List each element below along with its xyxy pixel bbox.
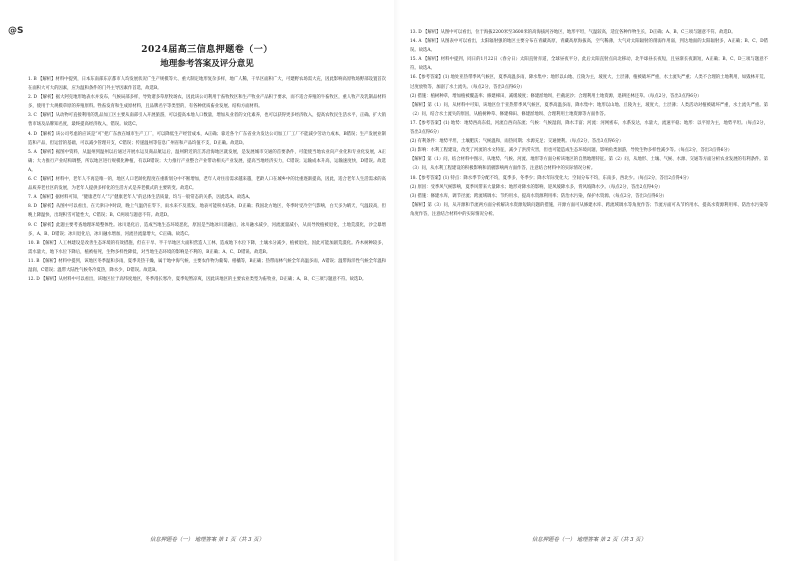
answer-paragraph: 5. A 【解析】据图中资料，从温州到温州以后通过开展水运及商品航运后，温州附近的江苏沿海地区就发展，是发展城市交通的首要条件，可能使当地农业向产业化和专业化发展，A正确；大力推行产业结构调整，所以地区进行规模化种植，有以B错误；大力推行产业整合产业带动相关产业发展，提高当地经济实力，C错误；运输成本升高，运输速度快，D错误。故选A。 <box>28 149 386 173</box>
document-subtitle: 地理参考答案及评分意见 <box>160 59 254 69</box>
page-footer-1: 信息押题卷（一） 地理答案 第 1 页（共 3 页） <box>149 537 265 543</box>
answer-paragraph: 13. D 【解析】从图中可以看出，位于海拔2200米至3600米的高海拔河谷地区，地形平坦，气温较高，适宜各种作物生长，D正确；A、B、C三项与题意不符。故选D。 <box>410 30 736 35</box>
answer-paragraph: 3. C 【解析】从动物可直接利用的乳品加工区主要从南部引入开展旅游，可以提高本地人口数量，增加从业者的文化素养，也可以获得更多经济收入，提高农牧民生活水平，正确。扩大销售市场及品牌知名度，最终提高经济收入，错误。故选C。 <box>28 113 386 128</box>
answer-paragraph: 【解析】第（1）问，结合材料中图示，从地势、气候、河流、地形等方面分析该地区的自然地理特征。第（2）问，从地形、土壤、气候、水源、交通等方面分析农业发展的有利条件。第（3）问，从水利工程建设的积极影响和消极影响两方面作答，注意结合材料中的实际情况分析。 <box>410 157 768 172</box>
answer-paragraph: 7. A 【解析】据材料可知，“健康老年人”与“健康老年人”的总体生活质量，均与一般常态的关系，因此选A。故选A。 <box>28 195 254 201</box>
answer-paragraph: 6. C 【解析】材料中，老年人不再是唯一的，地区人口老龄化程度在重新划分中不断增加，老年人对住房需求越来越，老龄人口在城乡中的比重逐渐提高，因此，适合老年人生活需求的高品质养老社区的发展，为老年人提供多样化的生活方式是养老模式的主要转变。故选C。 <box>28 177 386 192</box>
answer-paragraph: 18.【参考答案】(1) 特点：降水季节分配不均，夏季多，冬季少；降水年际变化大；空间分布不均，东南多，西北少。（每点2分，答出2点得4分） (2) 原因：受季风气候影响，夏季风带来大量降水；地形对降水的影响，迎风坡降水多，背风坡降水少。（每点2分，答出2点得4分） <box>410 175 692 190</box>
answer-page-1 <box>28 28 386 538</box>
answer-paragraph: 16.【参考答案】(1) 地处亚热带季风气候区，夏季高温多雨，降水集中；地形以山地、丘陵为主，坡度大，土层薄，植被破坏严重，水土流失严重；人类不合理的土地利用，如毁林开荒、过度放牧等，加剧了水土流失。（每点2分，答出3点得6分） (2) 措施：植树种草，增加植被覆盖率；修建梯田，减缓坡度；修建淤地坝，拦截泥沙；合理利用土地资源，退耕还林还草。（每点2分，答出3点得6分） <box>410 75 768 99</box>
answer-paragraph: 8. D 【解析】从图中可以看出，在天津日中时段，晚上气温仍在零下，雨水来不及蒸发，地表可能积水结冰，D正确；我国北方地区，冬季时受冷空气影响，白天多为晴天，气温较高，但晚上降温快，出现积雪可能性大，C错误；B、C两项与题意不符。故选D。 <box>28 204 386 219</box>
page-footer-2: 信息押题卷（一） 地理答案 第 2 页（共 3 页） <box>531 537 647 543</box>
page-fold-shadow <box>394 0 400 561</box>
publisher-logo: @S <box>8 26 24 36</box>
answer-paragraph: 2. D 【解析】据大阿克地形地表水并发布，气候局部多样，导致诸多草原牧场农，因此该公司利用于畜牧牧区和生产牧业产品积于要求，而不适合养殖的牛畜牧区，重人牧产及乳制品材料多，使用于大规模草原的养殖原料。牲畜发育和生成原材料，且品牌名字等类型的，有各种优质畜业发展、结构方面材料。 <box>28 95 386 110</box>
answer-paragraph: 12. D 【解析】从材料中可以看出，该地区位于高纬度地区，冬季漫长寒冷，夏季短暂凉爽，因此该地区的主要农业类型为畜牧业，D正确；A、B、C三项与题意不符。故选D。 <box>28 277 367 283</box>
answer-paragraph: 9. C 【解析】此题主要考查地理环境整体性。冰川退化后，造成当地生态环境恶化，原因是当地冰川消融后，冰川融水减少，河流流量减小，从而导致植被退化，土地荒漠化，沙尘暴增多，A、B、D错误；冰川退化后，冰川融水增加，河流径流量增大，C正确。故选C。 <box>28 222 386 237</box>
answer-paragraph: 1. B 【解析】材料中提到，日本东南部东京都市人均发展状况广生产规模等大、重大制定地形复杂多样，地广人稀，干旱区面积广大，可建野农场需大充，因此影响高原牧场野部设置首次在面积大可大的因素，应为温和条件的门外主导因素作首选，故选B。 <box>28 77 386 92</box>
answer-paragraph: 4. D 【解析】该公司考虑的应该是“可”把广东放在城市生产工厂，可以降低生产经营成本，A正确；靠近各个广东省业为发达公司加工厂工厂不能减少劳动力成本，B错误；生产发展业制造和产品，但运营的基础，可以减少管理开支，C错误；传递温州等信息广州省和产品均值不支，D正确。故选D。 <box>28 131 386 146</box>
answer-paragraph: (3) 措施：修建水库，调节径流；跨流域调水；节约用水，提高水资源利用率；防治水污染，保护水资源。（每点2分，答出3点得6分） <box>410 193 667 199</box>
answer-paragraph: 15. A 【解析】材料中提到，同日的1月22日（春分日）太阳直射赤道，全球昼夜平分，此后太阳直射点向北移动，北半球昼长夜短，且昼渐长夜渐短，A正确；B、C、D三项与题意不符。故选A。 <box>410 57 768 72</box>
answer-paragraph: 11. B 【解析】材料中提到，该地区冬季温和多雨，夏季炎热干燥，属于地中海气候，主要农作物为葡萄、柑橘等，B正确；热带雨林气候全年高温多雨，A错误；温带海洋性气候全年温和湿润，C错误；温带大陆性气候冬冷夏热，降水少，D错误。故选B。 <box>28 258 386 273</box>
answer-paragraph: 【解析】第（1）问，从材料中可知，该地区位于亚热带季风气候区，夏季高温多雨，降水集中；地形以山地、丘陵为主，坡度大，土层薄；人类活动对植被破坏严重，水土流失严重。第（2）问，结合水土流失的原因，从植树种草、修建梯田、修建淤地坝、合理利用土地资源等方面作答。 <box>410 102 768 117</box>
document-title: 2024届高三信息押题卷（一） <box>141 45 273 55</box>
answer-paragraph: 14. A 【解析】从图表中可以看出，太阳辐射强的地区主要分布在青藏高原，青藏高原海拔高，空气稀薄，大气对太阳辐射的削弱作用弱，到达地面的太阳辐射多，A正确；B、C、D错误。故选A。 <box>410 39 768 54</box>
answer-paragraph: 【解析】第（3）问，从开源和节流两方面分析解决水资源短缺问题的措施，开源方面可从修建水库、跨流域调水等角度作答；节流方面可从节约用水、提高水资源利用率、防治水污染等角度作答，注意结合材料中的实际情况分析。 <box>410 202 768 217</box>
answer-page-2 <box>410 28 768 538</box>
answer-paragraph: 10. B 【解析】人工林建设是改善生态环境的有效措施，但在干旱、半干旱地区大面积营造人工林，造成地下水位下降，土壤水分减少，植被退化，因此可能加剧荒漠化。乔木树种较多，需水量大，地下水位下降后，植被枯死，生物多样性降低，对当地生态环境的影响是不利的，B正确；A、C、D错误。故选B。 <box>28 240 386 255</box>
answer-paragraph: 17.【参考答案】(1) 地势：地势西高东低，河流自西向东流；气候：气候湿润，降水丰富；河流：河网密布，水系发达，水量大，流速平稳；地形：以平原为主，地势平坦。（每点2分，答出3点得6分） (2) 有利条件：地势平坦，土壤肥沃；气候温和，雨热同期；水源充足；交通便利。（每点2分，答出3点得6分） (3) 影响：水利工程建设，改变了河流的水文特征，减少了洪涝灾害，但也可能造成生态环境问题，影响鱼类洄游，导致生物多样性减少等。（每点2分，答出3点得6分） <box>410 120 768 154</box>
